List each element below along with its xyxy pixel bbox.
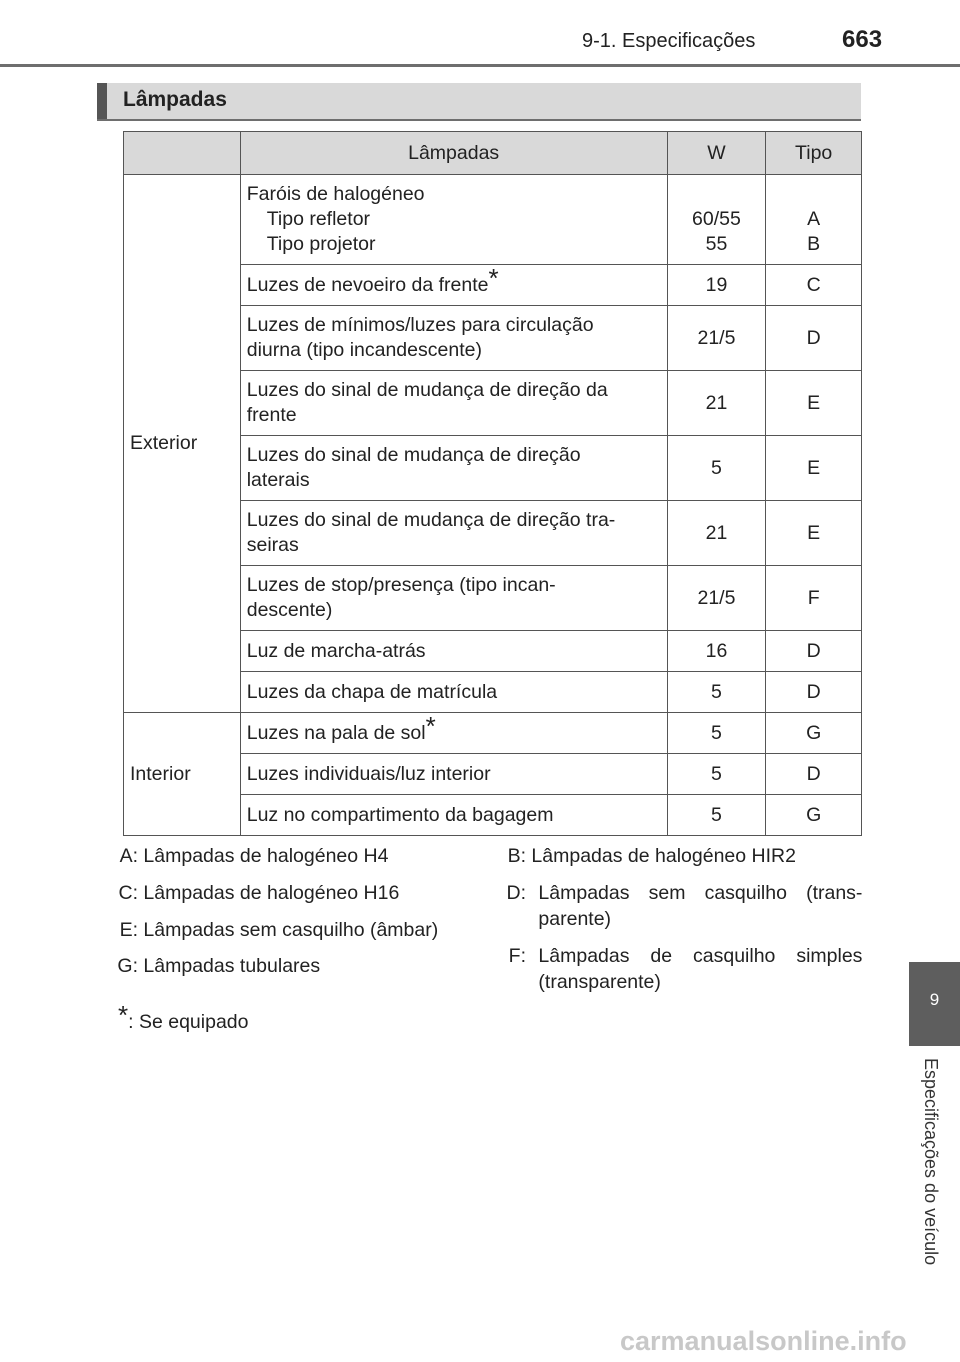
lamp-watts: 21/5 (667, 566, 766, 631)
footnote-star-icon: * (118, 1000, 129, 1030)
lamp-name (240, 501, 667, 566)
lamp-type: D (766, 672, 862, 713)
section-underline (97, 119, 861, 121)
lamp-name (240, 175, 667, 265)
legend-key: D: (506, 882, 526, 904)
lamp-name-line: Luzes de mínimos/luzes para circulação (246, 314, 594, 336)
legend-item-g (112, 953, 320, 979)
header-group (124, 132, 241, 175)
legend-text: Lâmpadas tubulares (143, 955, 321, 977)
lamp-type-value: B (807, 232, 821, 255)
group-exterior: Exterior (124, 175, 241, 713)
lamp-name-text: Luzes na pala de sol (246, 721, 426, 744)
lamp-name-text: Luzes de nevoeiro da frente (246, 273, 489, 296)
lamp-name: Luz no compartimento da bagagem (240, 795, 667, 836)
lamp-type: D (766, 631, 862, 672)
lamp-watts: 21 (667, 501, 766, 566)
legend-item-b (500, 843, 796, 869)
lamp-watts: 5 (667, 754, 766, 795)
watermark: carmanualsonline.info (620, 1326, 907, 1356)
lamp-name-line: descente) (246, 599, 333, 621)
page-number: 663 (842, 26, 883, 53)
lamp-watts: 21/5 (667, 306, 766, 371)
table-header-row (124, 132, 862, 175)
legend-text: Lâmpadas sem casquilho (âmbar) (143, 919, 439, 941)
legend-key: E: (119, 919, 138, 941)
lamp-name-title: Faróis de halogéneo (246, 183, 425, 205)
legend-text: Lâmpadas sem casquilho (trans- (538, 882, 863, 904)
lamp-type: D (766, 306, 862, 371)
lamp-name-sub: Tipo projetor (266, 233, 376, 255)
chapter-label: Especificações do veículo (921, 1058, 941, 1266)
group-interior: Interior (124, 713, 241, 836)
footnote-star-icon: * (425, 710, 436, 741)
header-watts: W (667, 132, 766, 175)
legend-text: Lâmpadas de halogéneo H16 (143, 882, 400, 904)
lamp-watts-value: 55 (705, 232, 728, 255)
lamp-type: G (766, 795, 862, 836)
legend-item-c (112, 880, 399, 906)
legend-text: (transparente) (538, 971, 661, 993)
table-row (124, 713, 862, 754)
lamp-watts: 19 (667, 265, 766, 306)
lamps-table (123, 131, 862, 836)
lamp-watts (667, 175, 766, 265)
legend-key: B: (507, 845, 526, 867)
lamp-type: E (766, 371, 862, 436)
lamp-name (240, 566, 667, 631)
lamp-name (240, 710, 667, 754)
header-type: Tipo (766, 132, 862, 175)
legend-key: F: (508, 945, 526, 967)
footnote (118, 1000, 249, 1035)
lamp-name-line: Luzes do sinal de mudança de direção (246, 444, 581, 466)
header-lamps: Lâmpadas (240, 132, 667, 175)
lamp-name-line: Luzes do sinal de mudança de direção tra- (246, 509, 616, 531)
lamp-watts: 5 (667, 795, 766, 836)
lamp-name-line: Luzes do sinal de mudança de direção da (246, 379, 608, 401)
legend-item-f (500, 943, 862, 995)
lamp-watts: 16 (667, 631, 766, 672)
lamp-name (240, 262, 667, 306)
legend-text: Lâmpadas de halogéneo HIR2 (531, 845, 796, 867)
lamp-name-line: diurna (tipo incandescente) (246, 339, 482, 361)
footnote-star-icon: * (488, 262, 499, 293)
legend-key: A: (119, 845, 138, 867)
lamp-watts-value: 60/55 (692, 207, 741, 230)
lamp-type: F (766, 566, 862, 631)
lamp-watts: 21 (667, 371, 766, 436)
table-row (124, 175, 862, 265)
legend-item-d (500, 880, 862, 932)
header-rule (0, 64, 960, 67)
section-bar (97, 83, 861, 119)
lamp-name (240, 436, 667, 501)
legend-text: Lâmpadas de halogéneo H4 (143, 845, 389, 867)
lamp-name: Luz de marcha-atrás (240, 631, 667, 672)
section-title: Lâmpadas (123, 88, 227, 111)
legend-text: parente) (538, 908, 612, 930)
lamp-name: Luzes da chapa de matrícula (240, 672, 667, 713)
chapter-tab (909, 962, 960, 1046)
lamp-type: G (766, 713, 862, 754)
legend-item-e (112, 917, 438, 943)
lamp-name-line: Luzes de stop/presença (tipo incan- (246, 574, 556, 596)
lamp-watts: 5 (667, 713, 766, 754)
legend-text: Lâmpadas de casquilho simples (538, 945, 863, 967)
lamp-type: C (766, 265, 862, 306)
lamp-name-line: laterais (246, 469, 310, 491)
legend-key: C: (118, 882, 138, 904)
lamp-watts: 5 (667, 672, 766, 713)
lamp-name-line: frente (246, 404, 297, 426)
chapter-number: 9 (929, 990, 940, 1009)
footnote-text: : Se equipado (128, 1011, 249, 1033)
legend-key: G: (117, 955, 138, 977)
lamp-type: D (766, 754, 862, 795)
lamp-name-sub: Tipo refletor (266, 208, 371, 230)
lamp-type (766, 175, 862, 265)
legend-item-a (112, 843, 388, 869)
lamp-name: Luzes individuais/luz interior (240, 754, 667, 795)
lamp-name (240, 371, 667, 436)
lamp-watts: 5 (667, 436, 766, 501)
lamp-type-value: A (807, 207, 821, 230)
lamp-type: E (766, 436, 862, 501)
lamp-name (240, 306, 667, 371)
header-section: 9-1. Especificações (582, 30, 756, 52)
lamp-type: E (766, 501, 862, 566)
lamp-name-line: seiras (246, 534, 299, 556)
